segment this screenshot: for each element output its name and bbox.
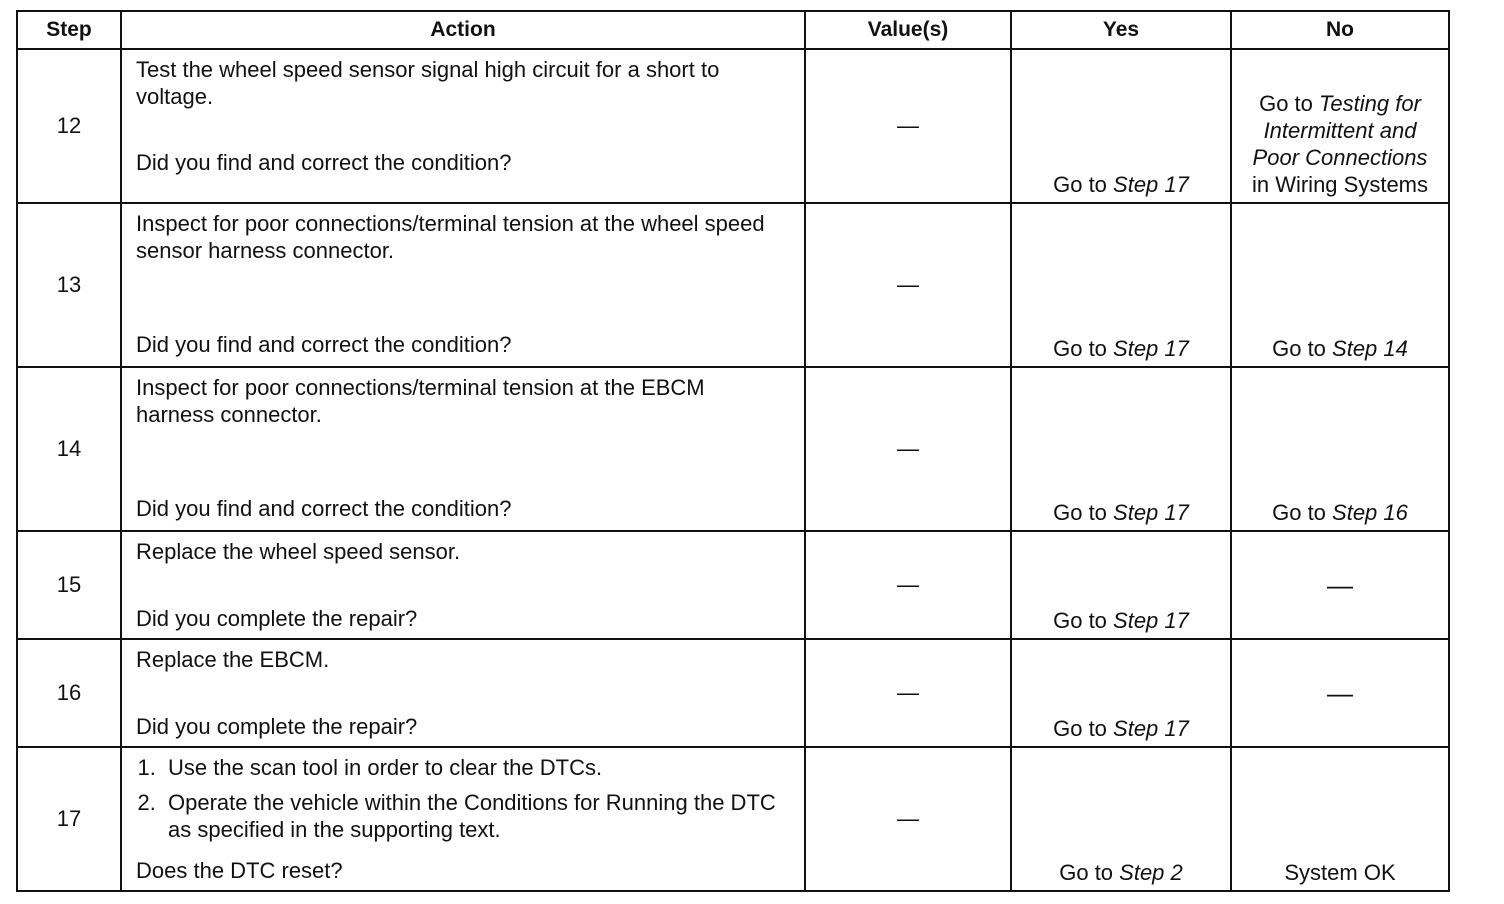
instruction-text: Inspect for poor connections/terminal tension at the EBCM harness connector. [136,375,705,427]
no-value: — [1231,531,1449,639]
step-number: 16 [17,639,121,747]
action-cell [121,639,805,747]
action-cell [121,747,805,891]
yes-cell [1011,367,1231,531]
no-cell [1231,367,1449,531]
no-value: System OK [1284,860,1396,885]
no-cell [1231,203,1449,367]
header-yes: Yes [1011,11,1231,49]
no-value: — [1231,639,1449,747]
question-text: Does the DTC reset? [136,858,343,883]
yes-cell [1011,49,1231,203]
value-cell: — [805,747,1011,891]
step-number: 14 [17,367,121,531]
header-action: Action [121,11,805,49]
instruction-text: Replace the wheel speed sensor. [136,539,461,564]
question-text: Did you complete the repair? [136,714,418,739]
yes-action[interactable]: Go to Step 17 [1053,172,1189,197]
instruction-text: Inspect for poor connections/terminal tension at the wheel speed sensor harness connector. [136,211,765,263]
diagnostic-table [16,10,1450,892]
yes-action[interactable]: Go to Step 17 [1053,608,1189,633]
value-cell: — [805,531,1011,639]
instruction-list-wrap [122,754,784,851]
step-number: 15 [17,531,121,639]
yes-cell [1011,531,1231,639]
no-action[interactable]: Go to Step 16 [1272,500,1408,525]
yes-action[interactable]: Go to Step 17 [1053,336,1189,361]
instruction-text: Replace the EBCM. [136,647,330,672]
question-text: Did you find and correct the condition? [136,496,512,521]
header-row [17,11,1449,49]
yes-cell [1011,639,1231,747]
no-cell [1231,747,1449,891]
yes-cell [1011,203,1231,367]
header-no: No [1231,11,1449,49]
value-cell: — [805,367,1011,531]
table-row [17,49,1449,203]
step-number: 13 [17,203,121,367]
table-row [17,639,1449,747]
header-values: Value(s) [805,11,1011,49]
table-row [17,367,1449,531]
table-row [17,203,1449,367]
header-step: Step [17,11,121,49]
instruction-list [122,754,784,843]
table-row [17,747,1449,891]
value-cell: — [805,639,1011,747]
step-number: 12 [17,49,121,203]
question-text: Did you find and correct the condition? [136,332,512,357]
action-cell [121,203,805,367]
yes-action[interactable]: Go to Step 17 [1053,716,1189,741]
no-action[interactable]: Go to Step 14 [1272,336,1408,361]
yes-action[interactable]: Go to Step 17 [1053,500,1189,525]
no-action[interactable]: Go to Testing for Intermittent and Poor Connections in Wiring Systems [1251,91,1429,197]
question-text: Did you complete the repair? [136,606,418,631]
list-item: 1. Use the scan tool in order to clear the DTCs. [162,754,784,781]
value-cell: — [805,49,1011,203]
step-number: 17 [17,747,121,891]
no-cell [1231,49,1449,203]
table-row [17,531,1449,639]
action-cell [121,367,805,531]
question-text: Did you find and correct the condition? [136,150,512,175]
yes-cell [1011,747,1231,891]
list-item: 2. Operate the vehicle within the Conditions for Running the DTC as specified in the supporting text. [162,789,784,843]
yes-action[interactable]: Go to Step 2 [1059,860,1183,885]
action-cell [121,531,805,639]
action-cell [121,49,805,203]
instruction-text: Test the wheel speed sensor signal high circuit for a short to voltage. [136,57,720,109]
value-cell: — [805,203,1011,367]
